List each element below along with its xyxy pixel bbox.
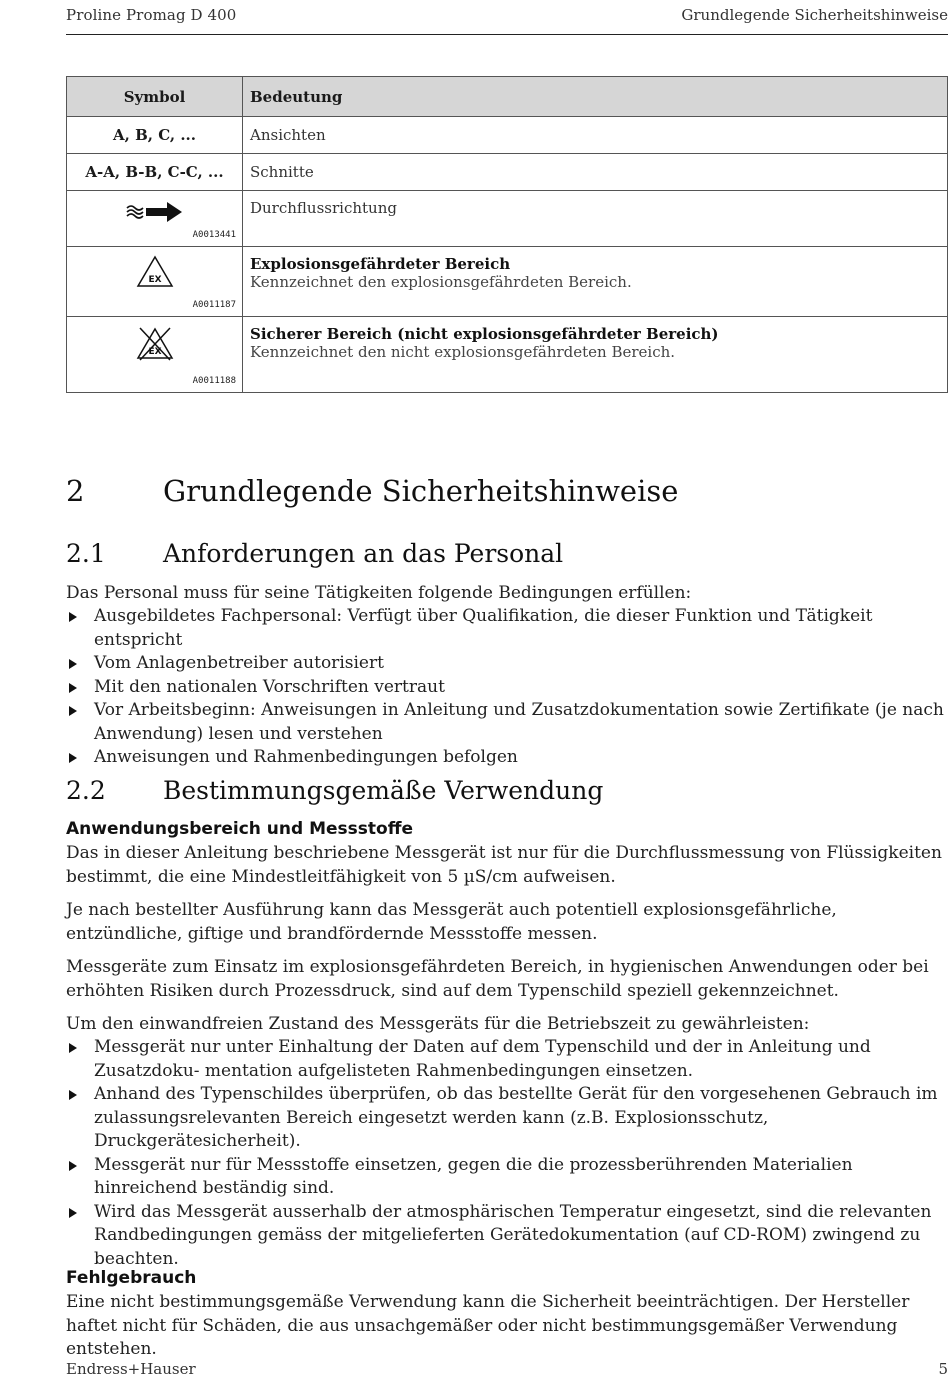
symbol-cell (67, 191, 243, 247)
list-item: Anhand des Typenschildes überprüfen, ob das bestellte Gerät für den vorgesehenen Gebrauch im zulassungsrelevanten Bereich eingesetzt werden kann (z.B. Explosionsschutz, Druckgerätesicherheit). (66, 1083, 946, 1154)
meaning-description: Kennzeichnet den nicht explosionsgefährdeten Bereich. (250, 343, 676, 361)
header-section-title: Grundlegende Sicherheitshinweise (681, 6, 948, 24)
section-title: Bestimmungsgemäße Verwendung (163, 776, 604, 805)
meaning-title: Sicherer Bereich (nicht explosionsgefährdeter Bereich) (250, 325, 719, 343)
personnel-intro: Das Personal muss für seine Tätigkeiten folgende Bedingungen erfüllen: (66, 583, 692, 603)
list-item: Anweisungen und Rahmenbedingungen befolgen (66, 746, 946, 770)
symbol-cell: A-A, B-B, C-C, ... (67, 154, 243, 191)
section-title: Anforderungen an das Personal (163, 539, 564, 568)
footer-company: Endress+Hauser (66, 1360, 196, 1378)
list-item: Mit den nationalen Vorschriften vertraut (66, 676, 946, 700)
table-row (67, 117, 948, 154)
subheading-misuse: Fehlgebrauch (66, 1268, 197, 1288)
meaning-title: Explosionsgefährdeter Bereich (250, 255, 511, 273)
section-2-heading (66, 474, 678, 508)
section-number: 2.2 (66, 776, 106, 805)
paragraph: Messgeräte zum Einsatz im explosionsgefährdeten Bereich, in hygienischen Anwendungen oder bei erhöhten Risiken durch Prozessdruck, sind auf dem Typenschild speziell gekennzeichnet. (66, 957, 929, 1001)
ex-safe-icon (67, 325, 242, 367)
usage-conditions-list (66, 1036, 946, 1271)
column-header-meaning: Bedeutung (243, 77, 948, 117)
table-header-row (67, 77, 948, 117)
meaning-cell: Durchflussrichtung (243, 191, 948, 247)
meaning-cell (243, 317, 948, 393)
meaning-cell: Ansichten (243, 117, 948, 154)
figure-code: A0011187 (192, 300, 236, 310)
section-number: 2 (66, 474, 85, 508)
table-row (67, 247, 948, 317)
ex-hazard-icon-label: EX (147, 275, 162, 285)
figure-code: A0011188 (192, 376, 236, 386)
list-item: Messgerät nur für Messstoffe einsetzen, gegen die die prozessberührenden Materialien hinreichend beständig sind. (66, 1154, 946, 1201)
list-item: Ausgebildetes Fachpersonal: Verfügt über Qualifikation, die dieser Funktion und Tätigkeit entspricht (66, 605, 946, 652)
section-number: 2.1 (66, 539, 106, 568)
section-2-1-heading (66, 539, 563, 568)
column-header-symbol: Symbol (67, 77, 243, 117)
subheading-application: Anwendungsbereich und Messstoffe (66, 819, 413, 839)
header-doc-title: Proline Promag D 400 (66, 6, 237, 24)
section-title: Grundlegende Sicherheitshinweise (163, 474, 679, 508)
paragraph: Um den einwandfreien Zustand des Messgeräts für die Betriebszeit zu gewährleisten: (66, 1014, 810, 1034)
header-rule (66, 34, 948, 35)
page-number: 5 (938, 1360, 948, 1378)
ex-hazard-icon (67, 255, 242, 293)
paragraph: Das in dieser Anleitung beschriebene Messgerät ist nur für die Durchflussmessung von Flüssigkeiten bestimmt, die eine Mindestleitfähigkeit von 5 µS/cm aufweisen. (66, 843, 942, 887)
symbol-cell (67, 317, 243, 393)
meaning-description: Kennzeichnet den explosionsgefährdeten Bereich. (250, 273, 632, 291)
list-item: Wird das Messgerät ausserhalb der atmosphärischen Temperatur eingesetzt, sind die relevanten Randbedingungen gemäss der mitgelieferten Gerätedokumentation (auf CD-ROM) zwingend zu beachten. (66, 1201, 946, 1272)
flow-direction-icon (67, 199, 242, 227)
table-row (67, 317, 948, 393)
paragraph: Eine nicht bestimmungsgemäße Verwendung kann die Sicherheit beeinträchtigen. Der Hersteller haftet nicht für Schäden, die aus unsachgemäßer oder nicht bestimmungsgemäßer Verwendung entstehen. (66, 1292, 910, 1359)
list-item: Messgerät nur unter Einhaltung der Daten auf dem Typenschild und der in Anleitung und Zusatzdoku- mentation aufgelisteten Rahmenbedingungen einsetzen. (66, 1036, 946, 1083)
meaning-cell: Schnitte (243, 154, 948, 191)
figure-code: A0013441 (192, 230, 236, 240)
symbol-table (66, 76, 948, 393)
list-item: Vom Anlagenbetreiber autorisiert (66, 652, 946, 676)
paragraph: Je nach bestellter Ausführung kann das Messgerät auch potentiell explosionsgefährliche, entzündliche, giftige und brandfördernde Messstoffe messen. (66, 900, 837, 944)
symbol-cell: A, B, C, ... (67, 117, 243, 154)
list-item: Vor Arbeitsbeginn: Anweisungen in Anleitung und Zusatzdokumentation sowie Zertifikate (je nach Anwendung) lesen und verstehen (66, 699, 946, 746)
section-2-2-heading (66, 776, 603, 805)
table-row (67, 154, 948, 191)
table-row (67, 191, 948, 247)
meaning-cell (243, 247, 948, 317)
symbol-cell (67, 247, 243, 317)
ex-safe-icon-label: EX (147, 347, 162, 357)
personnel-requirements-list (66, 605, 946, 770)
